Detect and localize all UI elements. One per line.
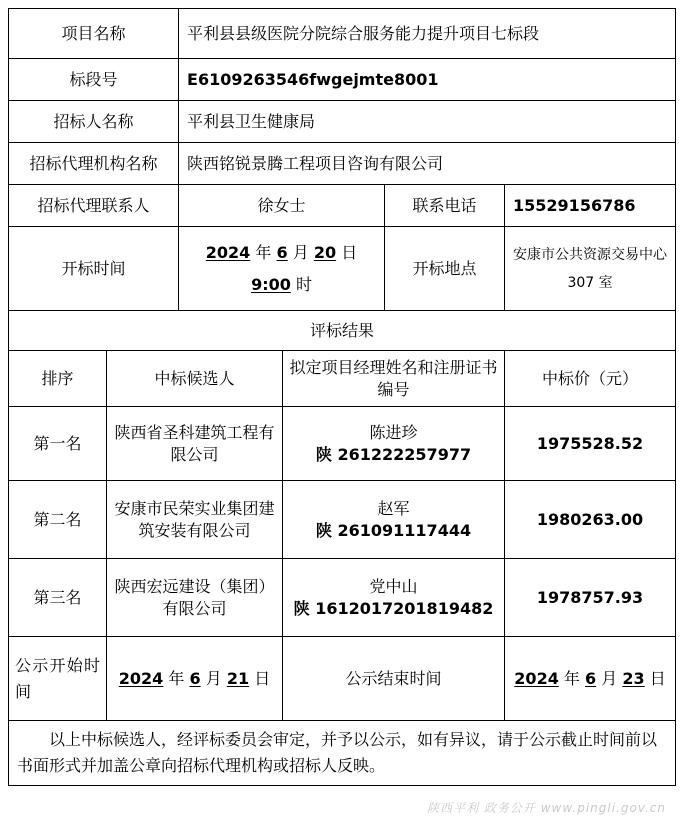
project-name-label: 项目名称	[9, 9, 179, 59]
result-title: 评标结果	[9, 311, 676, 351]
pub-start-day-unit: 日	[254, 668, 271, 688]
open-month: 6	[276, 242, 288, 262]
bid-result-table	[8, 8, 676, 786]
pub-end-year: 2024	[514, 668, 559, 688]
row-project-name	[9, 9, 676, 59]
candidate-rank: 第二名	[9, 481, 107, 559]
candidate-rank: 第一名	[9, 407, 107, 481]
table-row	[9, 407, 676, 481]
pub-start-year-unit: 年	[168, 668, 185, 688]
pub-end-month-unit: 月	[601, 668, 618, 688]
open-day: 20	[313, 242, 337, 262]
candidate-manager	[283, 481, 505, 559]
project-name-value: 平利县县级医院分院综合服务能力提升项目七标段	[179, 9, 676, 59]
contact-label: 招标代理联系人	[9, 185, 179, 227]
pub-start-month: 6	[189, 668, 201, 688]
section-no-value: E6109263546fwgejmte8001	[179, 59, 676, 101]
manager-name: 赵军	[377, 498, 410, 518]
open-year: 2024	[205, 242, 251, 262]
candidate-name: 陕西省圣科建筑工程有限公司	[107, 407, 283, 481]
agency-label: 招标代理机构名称	[9, 143, 179, 185]
row-result-headers	[9, 351, 676, 407]
header-price: 中标价（元）	[505, 351, 676, 407]
table-row	[9, 559, 676, 637]
open-hour-unit: 时	[295, 274, 312, 294]
candidate-price: 1980263.00	[505, 481, 676, 559]
manager-cert: 陕 261222257977	[315, 444, 472, 464]
candidate-rank: 第三名	[9, 559, 107, 637]
candidate-name: 陕西宏远建设（集团）有限公司	[107, 559, 283, 637]
open-place-value: 安康市公共资源交易中心 307 室	[505, 227, 676, 311]
open-hour: 9:00	[251, 274, 291, 294]
open-time-value	[179, 227, 385, 311]
open-day-unit: 日	[341, 242, 358, 262]
tenderer-label: 招标人名称	[9, 101, 179, 143]
row-agency	[9, 143, 676, 185]
open-month-unit: 月	[292, 242, 309, 262]
pub-end-value	[505, 637, 676, 721]
pub-end-month: 6	[585, 668, 597, 688]
row-notice	[9, 721, 676, 786]
section-no-label: 标段号	[9, 59, 179, 101]
row-contact	[9, 185, 676, 227]
row-open-time	[9, 227, 676, 311]
pub-end-label: 公示结束时间	[283, 637, 505, 721]
phone-label: 联系电话	[385, 185, 505, 227]
pub-start-month-unit: 月	[205, 668, 222, 688]
pub-end-day: 23	[622, 668, 645, 688]
pub-start-value	[107, 637, 283, 721]
open-place-label: 开标地点	[385, 227, 505, 311]
row-publicity	[9, 637, 676, 721]
header-rank: 排序	[9, 351, 107, 407]
table-row	[9, 481, 676, 559]
tenderer-value: 平利县卫生健康局	[179, 101, 676, 143]
pub-start-year: 2024	[118, 668, 164, 688]
candidate-name: 安康市民荣实业集团建筑安装有限公司	[107, 481, 283, 559]
pub-start-day: 21	[226, 668, 250, 688]
header-candidate: 中标候选人	[107, 351, 283, 407]
row-result-title	[9, 311, 676, 351]
manager-cert: 陕 1612017201819482	[293, 598, 494, 618]
watermark: 陕西平利 政务公开 www.pingli.gov.cn	[427, 801, 666, 815]
pub-end-day-unit: 日	[649, 668, 666, 688]
pub-start-label: 公示开始时间	[9, 637, 107, 721]
candidate-price: 1978757.93	[505, 559, 676, 637]
row-tenderer	[9, 101, 676, 143]
manager-cert: 陕 261091117444	[315, 520, 472, 540]
header-manager: 拟定项目经理姓名和注册证书编号	[283, 351, 505, 407]
contact-value: 徐女士	[179, 185, 385, 227]
pub-end-year-unit: 年	[563, 668, 580, 688]
notice-text: 以上中标候选人，经评标委员会审定，并予以公示，如有异议，请于公示截止时间前以书面形式并加盖公章向招标代理机构或招标人反映。	[9, 721, 676, 786]
candidate-price: 1975528.52	[505, 407, 676, 481]
manager-name: 党中山	[369, 576, 418, 596]
open-time-label: 开标时间	[9, 227, 179, 311]
candidate-manager	[283, 559, 505, 637]
candidate-manager	[283, 407, 505, 481]
phone-value: 15529156786	[505, 185, 676, 227]
open-year-unit: 年	[255, 242, 272, 262]
manager-name: 陈进珍	[369, 422, 418, 442]
row-section-no	[9, 59, 676, 101]
agency-value: 陕西铭锐景腾工程项目咨询有限公司	[179, 143, 676, 185]
